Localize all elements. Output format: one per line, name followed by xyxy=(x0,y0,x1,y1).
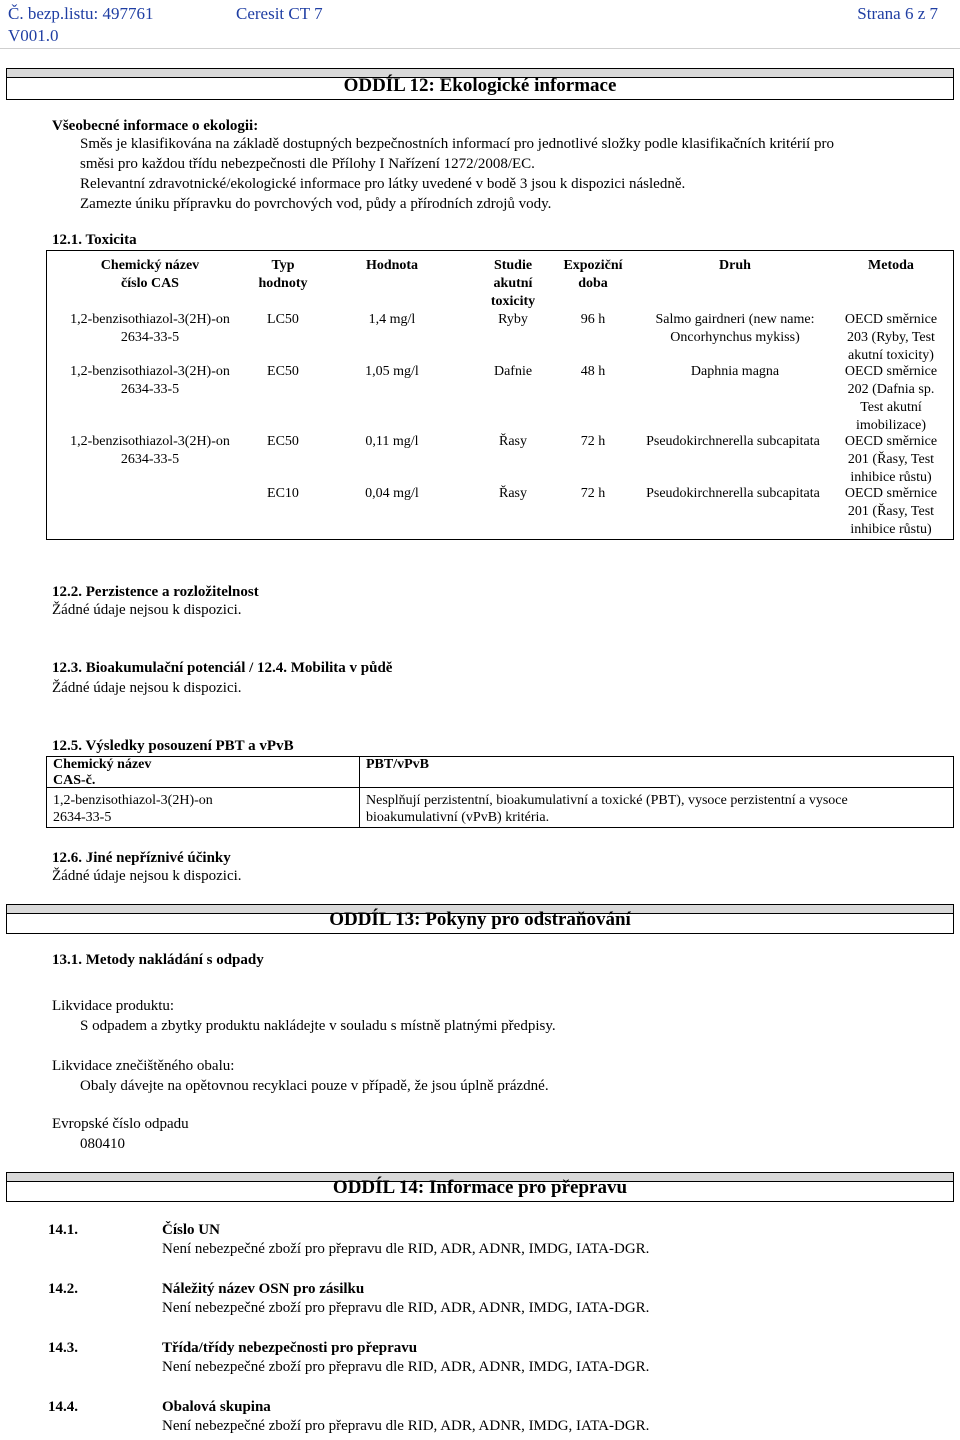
waste-methods-heading: 13.1. Metody nakládání s odpady xyxy=(52,952,264,968)
bioaccumulation-heading: 12.3. Bioakumulační potenciál / 12.4. Mobilita v půdě xyxy=(52,660,393,676)
tox-row-4-species: Pseudokirchnerella subcapitata xyxy=(646,486,820,501)
tox-header-type: Typ hodnoty xyxy=(258,258,308,291)
tox-header-name: Chemický název číslo CAS xyxy=(100,258,200,291)
tox-row-1-type: LC50 xyxy=(267,312,299,327)
tox-header-value: Hodnota xyxy=(365,258,419,273)
transport-item-4-heading: Obalová skupina xyxy=(162,1399,271,1415)
tox-row-2-exposure: 48 h xyxy=(580,364,606,379)
tox-row-1-substance: 1,2-benzisothiazol-3(2H)-on 2634-33-5 xyxy=(70,312,230,345)
packaging-disposal-text: Obaly dávejte na opětovnou recyklaci pouze v případě, že jsou úplně prázdné. xyxy=(80,1078,549,1094)
version: V001.0 xyxy=(8,26,59,45)
tox-row-1-species: Salmo gairdneri (new name: Oncorhynchus mykiss) xyxy=(655,312,815,345)
toxicity-heading: 12.1. Toxicita xyxy=(52,232,137,248)
transport-item-4-text: Není nebezpečné zboží pro přepravu dle RID, ADR, ADNR, IMDG, IATA-DGR. xyxy=(162,1418,650,1434)
pbt-substance-name: 1,2-benzisothiazol-3(2H)-on xyxy=(53,793,213,808)
tox-row-2-value: 1,05 mg/l xyxy=(365,364,419,379)
tox-row-2-species: Daphnia magna xyxy=(690,364,780,379)
tox-row-3-exposure: 72 h xyxy=(580,434,606,449)
tox-row-2-type: EC50 xyxy=(267,364,299,379)
pbt-result-column xyxy=(359,757,953,827)
section-14-banner xyxy=(6,1172,954,1202)
pbt-substance-cas: 2634-33-5 xyxy=(53,810,112,825)
section-14-title: ODDÍL 14: Informace pro přepravu xyxy=(332,1177,628,1198)
tox-row-2-study: Dafnie xyxy=(493,364,533,379)
tox-row-1-value: 1,4 mg/l xyxy=(368,312,416,327)
page-number: Strana 6 z 7 xyxy=(857,4,938,23)
other-effects-text: Žádné údaje nejsou k dispozici. xyxy=(52,868,242,884)
tox-row-2-method: OECD směrnice 202 (Dafnia sp. Test akutní imobilizace) xyxy=(844,364,938,433)
tox-header-species: Druh xyxy=(719,258,751,273)
tox-header-exposure: Expoziční doba xyxy=(563,258,623,291)
pbt-result-line-1: Nesplňují perzistentní, bioakumulativní a toxické (PBT), vysoce perzistentní a vysoce xyxy=(366,793,848,808)
packaging-disposal-label: Likvidace znečištěného obalu: xyxy=(52,1058,235,1074)
section-12-banner xyxy=(6,68,954,100)
tox-row-4-study: Řasy xyxy=(499,486,527,501)
transport-item-1-heading: Číslo UN xyxy=(162,1222,220,1238)
transport-item-2-text: Není nebezpečné zboží pro přepravu dle RID, ADR, ADNR, IMDG, IATA-DGR. xyxy=(162,1300,650,1316)
transport-item-4-number: 14.4. xyxy=(48,1399,78,1415)
transport-item-2-heading: Náležitý název OSN pro zásilku xyxy=(162,1281,365,1297)
tox-row-3-substance: 1,2-benzisothiazol-3(2H)-on 2634-33-5 xyxy=(70,434,230,467)
product-disposal-label: Likvidace produktu: xyxy=(52,998,175,1014)
other-effects-heading: 12.6. Jiné nepříznivé účinky xyxy=(52,850,231,866)
pbt-header-cas: CAS-č. xyxy=(53,773,96,788)
product-name: Ceresit CT 7 xyxy=(236,4,323,23)
tox-row-4-type: EC10 xyxy=(267,486,299,501)
general-ecology-heading: Všeobecné informace o ekologii: xyxy=(52,118,259,134)
persistence-heading: 12.2. Perzistence a rozložitelnost xyxy=(52,584,259,600)
transport-item-1-number: 14.1. xyxy=(48,1222,78,1238)
tox-row-1-study: Ryby xyxy=(498,312,528,327)
toxicity-table xyxy=(46,250,954,540)
section-12-title: ODDÍL 12: Ekologické informace xyxy=(343,75,617,96)
header-divider xyxy=(0,48,960,49)
pbt-substance-column xyxy=(47,757,359,827)
persistence-text: Žádné údaje nejsou k dispozici. xyxy=(52,602,242,618)
pbt-header-result: PBT/vPvB xyxy=(366,757,430,772)
tox-row-3-type: EC50 xyxy=(267,434,299,449)
transport-item-1-text: Není nebezpečné zboží pro přepravu dle RID, ADR, ADNR, IMDG, IATA-DGR. xyxy=(162,1241,650,1257)
section-13-banner xyxy=(6,904,954,934)
transport-item-3-number: 14.3. xyxy=(48,1340,78,1356)
pbt-header-name: Chemický název xyxy=(53,757,152,772)
tox-header-study: Studie akutní toxicity xyxy=(490,258,536,309)
pbt-result-line-2: bioakumulativní (vPvB) kritéria. xyxy=(366,810,550,825)
general-line-3: Relevantní zdravotnické/ekologické informace pro látky uvedené v bodě 3 jsou k dispozici následně. xyxy=(80,176,686,192)
section-13-title: ODDÍL 13: Pokyny pro odstraňování xyxy=(329,909,631,930)
tox-header-method: Metoda xyxy=(868,258,914,273)
tox-row-3-method: OECD směrnice 201 (Řasy, Test inhibice růstu) xyxy=(844,434,938,485)
transport-item-3-heading: Třída/třídy nebezpečnosti pro přepravu xyxy=(162,1340,418,1356)
general-line-1: Směs je klasifikována na základě dostupných bezpečnostních informací pro jednotlivé složky podle klasifikačních kritérií pro xyxy=(80,136,834,152)
product-disposal-text: S odpadem a zbytky produktu nakládejte v souladu s místně platnými předpisy. xyxy=(80,1018,556,1034)
tox-row-1-exposure: 96 h xyxy=(580,312,606,327)
tox-row-2-substance: 1,2-benzisothiazol-3(2H)-on 2634-33-5 xyxy=(70,364,230,397)
waste-code: 080410 xyxy=(80,1136,125,1152)
pbt-header-divider xyxy=(47,787,953,788)
sheet-number: Č. bezp.listu: 497761 xyxy=(8,4,154,23)
general-line-4: Zamezte úniku přípravku do povrchových vod, půdy a přírodních zdrojů vody. xyxy=(80,196,552,212)
tox-row-4-exposure: 72 h xyxy=(580,486,606,501)
tox-row-4-method: OECD směrnice 201 (Řasy, Test inhibice růstu) xyxy=(844,486,938,537)
tox-row-4-value: 0,04 mg/l xyxy=(365,486,419,501)
general-line-2: směsi pro každou třídu nebezpečnosti dle Přílohy I Nařízení 1272/2008/EC. xyxy=(80,156,535,172)
tox-row-3-study: Řasy xyxy=(499,434,527,449)
tox-row-3-value: 0,11 mg/l xyxy=(365,434,419,449)
tox-row-1-method: OECD směrnice 203 (Ryby, Test akutní toxicity) xyxy=(844,312,938,363)
transport-item-3-text: Není nebezpečné zboží pro přepravu dle RID, ADR, ADNR, IMDG, IATA-DGR. xyxy=(162,1359,650,1375)
pbt-heading: 12.5. Výsledky posouzení PBT a vPvB xyxy=(52,738,294,754)
bioaccumulation-text: Žádné údaje nejsou k dispozici. xyxy=(52,680,242,696)
transport-item-2-number: 14.2. xyxy=(48,1281,78,1297)
tox-row-3-species: Pseudokirchnerella subcapitata xyxy=(646,434,820,449)
pbt-table xyxy=(46,756,954,828)
waste-code-label: Evropské číslo odpadu xyxy=(52,1116,189,1132)
